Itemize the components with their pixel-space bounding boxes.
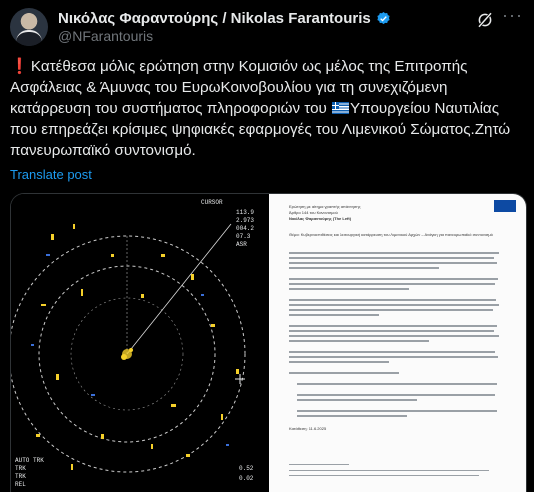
radar-bottom-label-1: AUTO TRK (15, 457, 44, 464)
radar-bottom-label-3: TRK (15, 473, 26, 480)
tweet-header (10, 6, 524, 46)
radar-readout-5: ASR (236, 241, 247, 248)
radar-readout-1: 113.9 (236, 209, 255, 216)
radar-bottom-right-1: 0.52 (239, 465, 254, 472)
tweet-media[interactable] (10, 193, 527, 492)
translate-post-link[interactable]: Translate post (10, 167, 92, 182)
grok-icon[interactable] (476, 11, 494, 29)
radar-cursor-label: CURSOR (201, 199, 223, 206)
radar-readout-2: 2.973 (236, 217, 255, 224)
radar-bottom-right-2: 0.02 (239, 475, 254, 482)
radar-screen-image[interactable] (11, 194, 266, 492)
document-header-lines (289, 204, 489, 222)
document-line-2: Άρθρο 144 του Κανονισμού (289, 210, 338, 215)
parliament-question-document[interactable] (269, 194, 526, 492)
document-line-3: Νικόλας Φαραντούρης (The Left) (289, 216, 352, 221)
more-options-icon[interactable]: ··· (502, 5, 523, 25)
document-subject: Θέμα: Κυβερνοεπιθέσεις και λειτουργική κατάρρευση του Λιμενικού Αρχών – Ανάγκη για πανευρωπαϊκό συντονισμό (289, 232, 493, 237)
radar-readout-4: 07.3 (236, 233, 251, 240)
tweet-text-part2: Υπουργείου Ναυτιλίας που επηρεάζει κρίσιμες ψηφιακές εφαρμογές του Λιμενικού Σώματος.Ζητώ πανευρωπαϊκό συντονισμό. (10, 100, 515, 159)
radar-bottom-label-4: REL (15, 481, 26, 488)
radar-bottom-label-2: TRK (15, 465, 26, 472)
eu-flag-icon (494, 200, 516, 212)
tweet-text-part1: Κατέθεσα μόλις ερώτηση στην Κομισιόν ως μέλος της Επιτροπής Ασφάλειας & Άμυνας του ΕυρωΚοινοβουλίου για τη συνεχιζόμενη κατάρρευση του συστήματος πληροφοριών του (10, 58, 471, 117)
verified-badge-icon (376, 11, 391, 26)
author-name-row (58, 10, 391, 27)
radar-readout-3: 004.2 (236, 225, 255, 232)
author-display-name[interactable]: Νικόλας Φαραντούρης / Nikolas Farantouris (58, 10, 371, 27)
author-handle[interactable]: @NFarantouris (58, 28, 154, 44)
author-avatar[interactable] (10, 8, 48, 46)
document-date: Κατάθεση: 11.6.2025 (289, 426, 327, 431)
document-line-1: Ερώτηση με αίτημα γραπτής απάντησης (289, 204, 361, 209)
tweet-text (10, 56, 526, 161)
greece-flag-icon (332, 102, 349, 114)
exclamation-emoji-icon: ❗ (10, 58, 29, 75)
